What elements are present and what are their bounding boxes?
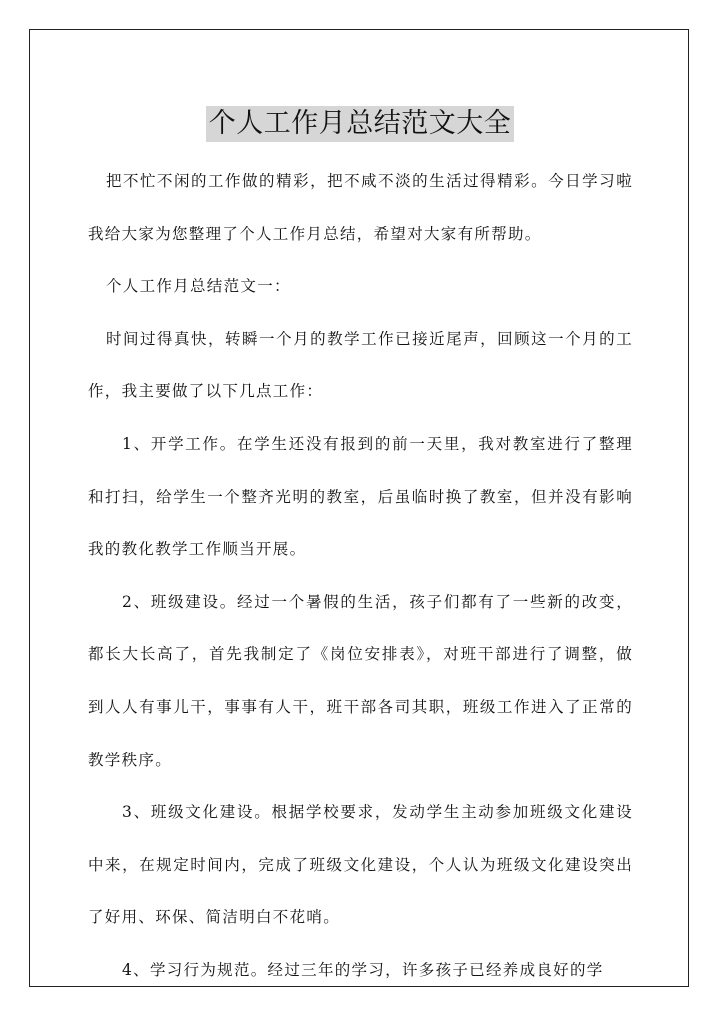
- document-body: [88, 155, 633, 997]
- document-title: 个人工作月总结范文大全: [206, 106, 515, 142]
- list-item-1: 1、开学工作。在学生还没有报到的前一天里，我对教室进行了整理和打扫，给学生一个整齐光明的教室，后虽临时换了教室，但并没有影响我的教化教学工作顺当开展。: [88, 434, 633, 559]
- title-container: [0, 88, 720, 160]
- intro-paragraph: 把不忙不闲的工作做的精彩，把不咸不淡的生活过得精彩。今日学习啦我给大家为您整理了个人工作月总结，希望对大家有所帮助。: [88, 172, 633, 243]
- body-paragraph: 时间过得真快，转瞬一个月的教学工作已接近尾声，回顾这一个月的工作，我主要做了以下几点工作：: [88, 329, 633, 401]
- list-item-2: 2、班级建设。经过一个暑假的生活，孩子们都有了一些新的改变，都长大长高了，首先我制定了《岗位安排表》，对班干部进行了调整，做到人人有事儿干，事事有人干，班干部各司其职，班级工作进入了正常的教学秩序。: [88, 592, 633, 769]
- list-item-4: 4、学习行为规范。经过三年的学习，许多孩子已经养成良好的学: [122, 960, 604, 979]
- section-heading: 个人工作月总结范文一：: [106, 277, 291, 296]
- list-item-3: 3、班级文化建设。根据学校要求，发动学生主动参加班级文化建设中来，在规定时间内，完成了班级文化建设，个人认为班级文化建设突出了好用、环保、简洁明白不花哨。: [88, 803, 633, 927]
